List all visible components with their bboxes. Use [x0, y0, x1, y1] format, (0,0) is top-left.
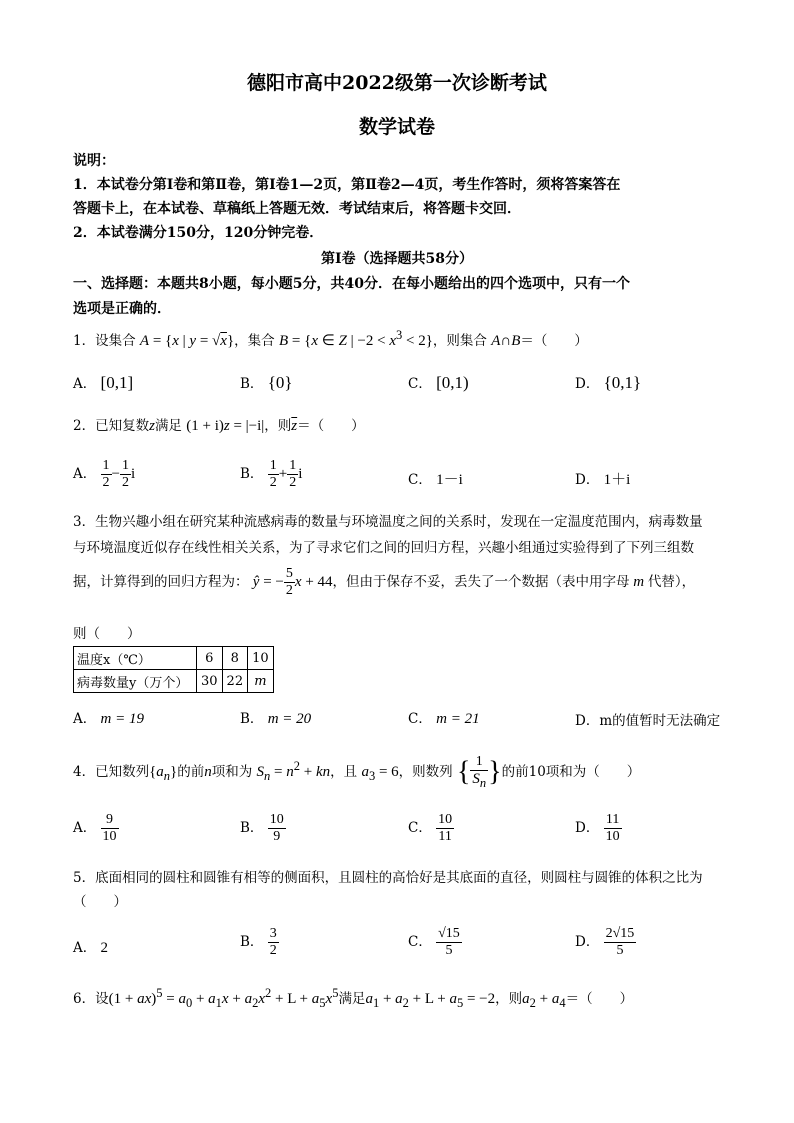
table-row: [74, 647, 274, 670]
q2-option-c: C． 1－i: [408, 472, 463, 488]
q2-pre: 2．已知复数: [73, 418, 150, 434]
q5-option-d: D． $\frac{2√15}{5}$: [575, 926, 635, 958]
q5-line-2: （ ）: [73, 894, 127, 910]
table-row-label: 温度x（℃）: [74, 647, 197, 670]
q1-end: ＝（ ）: [520, 333, 588, 349]
question-2: 2．已知复数z满足 (1 + i)z = |−i|，则$\overline{z}=$（ ）: [73, 418, 365, 434]
q1-option-c: C． [0,1): [408, 373, 469, 392]
q3-line-3-pre: 据，计算得到的回归方程为：: [73, 573, 249, 590]
q4-option-c: C． $\frac{10}{11}$: [408, 812, 453, 844]
q2-mid: 满足: [154, 418, 182, 434]
q3-line-3-end: 代替），: [647, 573, 696, 590]
q3-line-3: 据，计算得到的回归方程为： ŷ = − $\frac{5}{2}$ x + 44，但由于保存不妥，丢失了一个数据（表中用字母 m 代替），: [73, 566, 696, 598]
section-title: 第Ⅰ卷（选择题共58分）: [320, 251, 474, 267]
q2-option-a: A． $\frac{1}{2}$ − $\frac{1}{2}$ i: [73, 458, 136, 490]
q4-end: 的前10项和为（ ）: [501, 764, 641, 780]
q2-end: ＝（ ）: [297, 418, 365, 434]
q1-option-b: B． {0}: [240, 373, 293, 392]
q3-line-2: 与环境温度近似存在线性相关关系，为了寻求它们之间的回归方程，兴趣小组通过实验得到了下列三组数: [73, 540, 694, 556]
q6-end: ＝（ ）: [565, 991, 634, 1007]
q6-target: $a_2 + a_4$: [522, 991, 566, 1010]
q1-pre: 1．设集合: [73, 333, 136, 349]
table-cell: 10: [248, 647, 274, 670]
question-4: 4．已知数列$\{a_n\}$的前n项和为 $S_n = n^2$ + kn，且 $a_3 = 6$，则数列 { $\frac{1}{S_n}$ }的前10项和为（ ）: [73, 754, 641, 790]
q2-option-d: D． 1＋i: [575, 472, 631, 488]
q5-option-c: C． $\frac{√15}{5}$: [408, 926, 460, 958]
q1-post: ，则集合: [432, 333, 487, 349]
q3-line-3-post: ，但由于保存不妥，丢失了一个数据（表中用字母: [332, 573, 630, 590]
q3-option-b: B． m = 20: [240, 711, 312, 727]
q1-set-a: A = {x | y = √x}: [139, 333, 235, 349]
q3-option-d: D．m的值暂时无法确定: [575, 713, 721, 729]
q3-regression: ŷ = − $\frac{5}{2}$ x + 44: [252, 566, 333, 598]
q4-pre: 4．已知数列: [73, 764, 150, 780]
section-intro-2: 选项是正确的．: [73, 301, 171, 317]
q1-option-d: D． {0,1}: [575, 373, 642, 392]
q6-mid: 满足: [338, 991, 366, 1007]
notes-heading: 说明：: [73, 153, 115, 169]
table-cell: m: [248, 670, 274, 693]
q5-option-a: A． 2: [73, 940, 109, 956]
q6-expansion: $(1 + ax)^5 = a_0 + a_1x + a_2x^2 + L + a_5x^5$: [108, 986, 339, 1010]
page-subtitle: 数学试卷: [358, 116, 435, 138]
question-6: [73, 986, 633, 1011]
notes-line-3: 2．本试卷满分150分，120分钟完卷．: [73, 225, 324, 241]
question-1: [73, 328, 588, 350]
q2-post: ，则: [264, 418, 292, 434]
table-row: [74, 670, 274, 693]
q4-mid4: ，则数列: [398, 764, 453, 780]
table-row-label: 病毒数量y（万个）: [74, 670, 197, 693]
q1-option-a: A． [0,1]: [73, 373, 134, 392]
table-cell: 6: [197, 647, 223, 670]
q5-line-1: 5．底面相同的圆柱和圆锥有相等的侧面积，且圆柱的高恰好是其底面的直径，则圆柱与圆锥的体积之比为: [73, 870, 703, 886]
section-intro-1: 一、选择题：本题共8小题，每小题5分，共40分．在每小题给出的四个选项中，只有一个: [73, 276, 630, 292]
q4-option-d: D． $\frac{11}{10}$: [575, 812, 620, 844]
q6-condition: $a_1 + a_2 + L + a_5 = -2$: [365, 991, 496, 1010]
q3-data-table: [73, 646, 274, 693]
table-cell: 22: [222, 670, 248, 693]
q3-option-c: C． m = 21: [408, 711, 480, 727]
q1-expr: A∩B: [491, 333, 521, 349]
q3-option-a: A． m = 19: [73, 711, 145, 727]
q2-conj-z: $\overline{z}$: [291, 418, 298, 434]
q6-post: ，则: [495, 991, 523, 1007]
q6-pre: 6．设: [73, 991, 109, 1007]
q4-option-b: B． $\frac{10}{9}$: [240, 812, 284, 844]
q2-equation: (1 + i)z = |−i|: [186, 418, 265, 434]
q2-option-b: B． $\frac{1}{2}$ + $\frac{1}{2}$ i: [240, 458, 303, 490]
notes-line-1: 1．本试卷分第Ⅰ卷和第Ⅱ卷，第Ⅰ卷1—2页，第Ⅱ卷2—4页，考生作答时，须将答案答在: [73, 177, 621, 193]
q4-mid2: 项和为: [211, 764, 253, 780]
q1-mid: ，集合: [234, 333, 275, 349]
q1-set-b: B = {x ∈ Z | $-2 < x^3 < 2$}: [278, 328, 433, 349]
q4-mid3: ，且: [330, 764, 358, 780]
q4-option-a: A． $\frac{9}{10}$: [73, 812, 117, 844]
q5-option-b: B． $\frac{3}{2}$: [240, 926, 277, 958]
table-cell: 30: [197, 670, 223, 693]
q3-line-1: 3．生物兴趣小组在研究某种流感病毒的数量与环境温度之间的关系时，发现在一定温度范围内，病毒数量: [73, 514, 703, 530]
notes-line-2: 答题卡上，在本试卷、草稿纸上答题无效．考试结束后，将答题卡交回．: [73, 201, 521, 217]
table-cell: 8: [222, 647, 248, 670]
q3-line-4: 则（ ）: [73, 626, 141, 642]
page-title: 德阳市高中2022级第一次诊断考试: [247, 72, 547, 94]
q4-mid1: 的前: [177, 764, 205, 780]
